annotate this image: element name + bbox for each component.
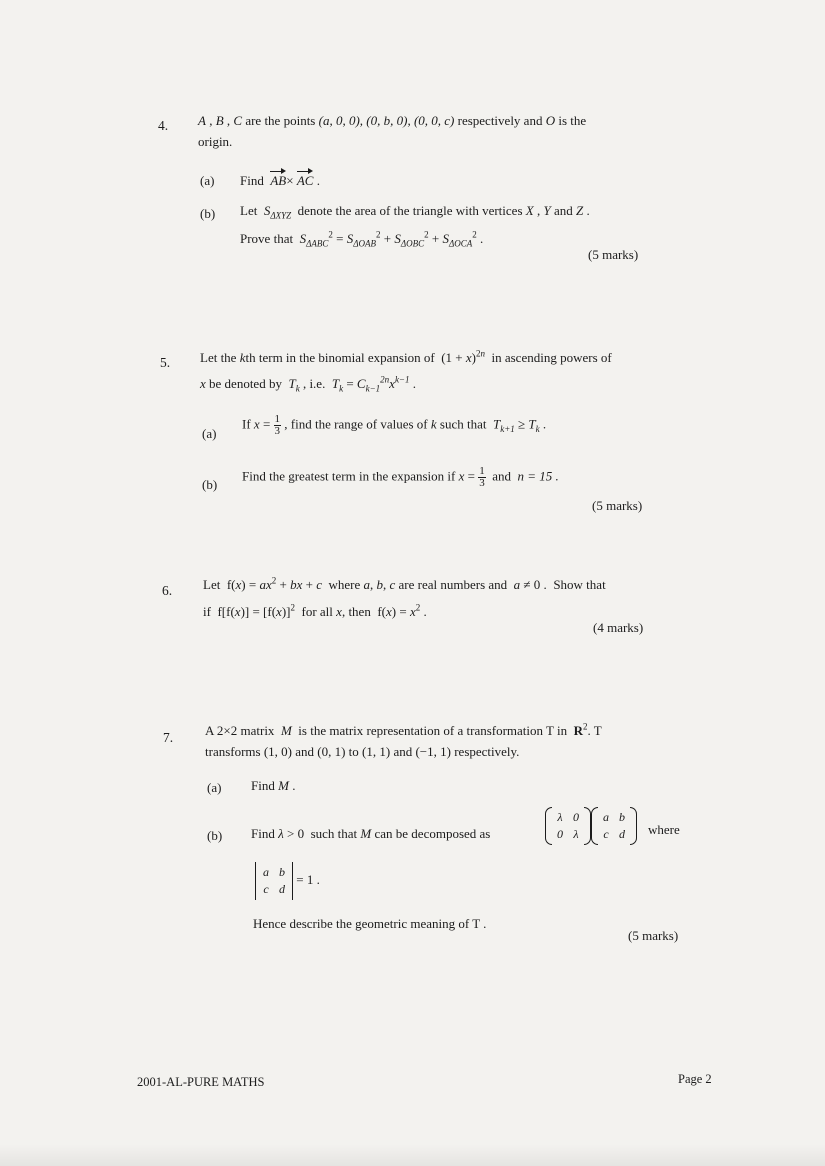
question-stem-line2: origin. [198,134,233,149]
determinant: a b c d = 1 . [255,862,320,900]
question-stem-line2: transforms (1, 0) and (0, 1) to (1, 1) and (−1, 1) respectively. [205,744,520,759]
paper-code: 2001-AL-PURE MATHS [137,1075,265,1089]
scan-shadow [0,1144,825,1166]
part-label: (a) [200,173,215,188]
marks: (5 marks) [628,928,679,943]
part-label: (a) [207,780,222,795]
hence-text: Hence describe the geometric meaning of T . [253,916,487,931]
question-stem: A , B , C are the points (a, 0, 0), (0, b, 0), (0, 0, c) respectively and O is the [198,113,587,128]
part-a-text: If x = $\frac{1}{3}$ , find the range of values of k such that $T_{k+1} \ge T_k$ . [242,413,547,437]
decomposition-matrices: λ 0 0 λ a b c d [545,809,637,843]
part-b-text: Find the greatest term in the expansion if x = $\frac{1}{3}$ and n = 15 . [242,465,559,489]
part-label: (b) [202,477,218,492]
page-number: Page 2 [678,1072,712,1086]
question-number: 4. [158,118,169,133]
question-number: 7. [163,730,174,745]
question-number: 5. [160,355,171,370]
part-b-text: Find λ > 0 such that M can be decomposed as [251,826,491,841]
marks: (5 marks) [588,247,639,262]
marks: (4 marks) [593,620,644,635]
question-stem: A 2×2 matrix M is the matrix representation of a transformation T in $R^2$. T [205,721,602,738]
question-stem: Let $f(x) = ax^2$ + bx + c where a, b, c are real numbers and a ≠ 0 . Show that [203,575,606,592]
question-number: 6. [162,583,173,598]
question-stem-line2: if $f[f(x)] = [f(x)]^2$ for all x, then $f(x) = x^2$ . [203,602,427,619]
part-b-text: Let $S_{\Delta XYZ}$ denote the area of the triangle with vertices X , Y and Z . [240,203,590,221]
part-a-text: Find AB× AC . [240,173,320,188]
part-b-prove: Prove that $S_{\Delta ABC}^2 = S_{\Delta OAB}^2 + S_{\Delta OBC}^2 + S_{\Delta OCA}^2$ . [240,229,484,249]
part-a-text: Find M . [251,778,296,793]
part-label: (b) [200,206,216,221]
question-stem-line2: x be denoted by $T_k$ , i.e. $T_k = C_{k-1}^{2n}x^{k-1}$ . [200,374,417,394]
where-text: where [648,822,680,837]
marks: (5 marks) [592,498,643,513]
part-label: (a) [202,426,217,441]
part-label: (b) [207,828,223,843]
question-stem: Let the kth term in the binomial expansion of $(1 + x)^{2n}$ in ascending powers of [200,348,612,365]
